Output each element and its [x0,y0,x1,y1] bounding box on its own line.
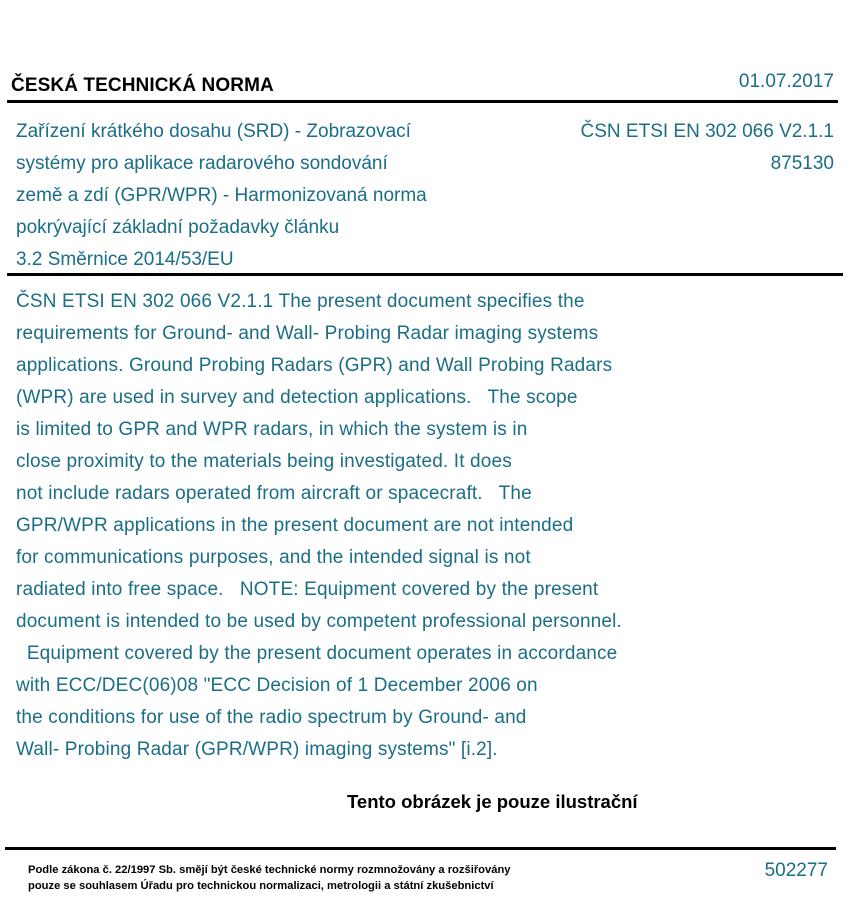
abstract-line: not include radars operated from aircraft or spacecraft. The [16,483,532,504]
abstract-line: Equipment covered by the present document operates in accordance [16,643,618,664]
standard-title-line: země a zdí (GPR/WPR) - Harmonizovaná norma [16,185,427,206]
page-title: ČESKÁ TECHNICKÁ NORMA [11,75,274,96]
illustration-note: Tento obrázek je pouze ilustrační [347,791,638,812]
abstract-line: requirements for Ground- and Wall- Probing Radar imaging systems [16,323,599,344]
header-divider [7,100,838,103]
abstract-line: is limited to GPR and WPR radars, in which the system is in [16,419,528,440]
abstract-line: applications. Ground Probing Radars (GPR) and Wall Probing Radars [16,355,613,376]
abstract-line: GPR/WPR applications in the present document are not intended [16,515,574,536]
abstract-line: Wall- Probing Radar (GPR/WPR) imaging systems" [i.2]. [16,739,498,760]
abstract-line: for communications purposes, and the intended signal is not [16,547,531,568]
footer-divider [5,847,836,850]
legal-notice-line: Podle zákona č. 22/1997 Sb. smějí být české technické normy rozmnožovány a rozšiřovány [28,864,511,876]
legal-notice [28,862,511,894]
abstract-line: (WPR) are used in survey and detection applications. The scope [16,387,578,408]
abstract-line: the conditions for use of the radio spectrum by Ground- and [16,707,527,728]
title-divider [7,273,843,276]
document-id: 502277 [764,860,828,881]
legal-notice-line: pouze se souhlasem Úřadu pro technickou normalizaci, metrologii a státní zkušebnictví [28,880,494,892]
abstract-line: with ECC/DEC(06)08 "ECC Decision of 1 December 2006 on [16,675,538,696]
standard-title [16,116,516,276]
abstract-line: document is intended to be used by competent professional personnel. [16,611,622,632]
abstract-line: close proximity to the materials being investigated. It does [16,451,512,472]
standard-number: ČSN ETSI EN 302 066 V2.1.1 [580,121,834,142]
standard-title-line: 3.2 Směrnice 2014/53/EU [16,249,234,270]
publication-date: 01.07.2017 [738,71,834,92]
abstract-text [16,286,716,766]
abstract-line: radiated into free space. NOTE: Equipment covered by the present [16,579,599,600]
standard-title-line: pokrývající základní požadavky článku [16,217,340,238]
abstract-line: ČSN ETSI EN 302 066 V2.1.1 The present document specifies the [16,291,585,312]
standard-title-line: systémy pro aplikace radarového sondování [16,153,388,174]
standard-title-line: Zařízení krátkého dosahu (SRD) - Zobrazovací [16,121,411,142]
classification-code: 875130 [770,153,834,174]
